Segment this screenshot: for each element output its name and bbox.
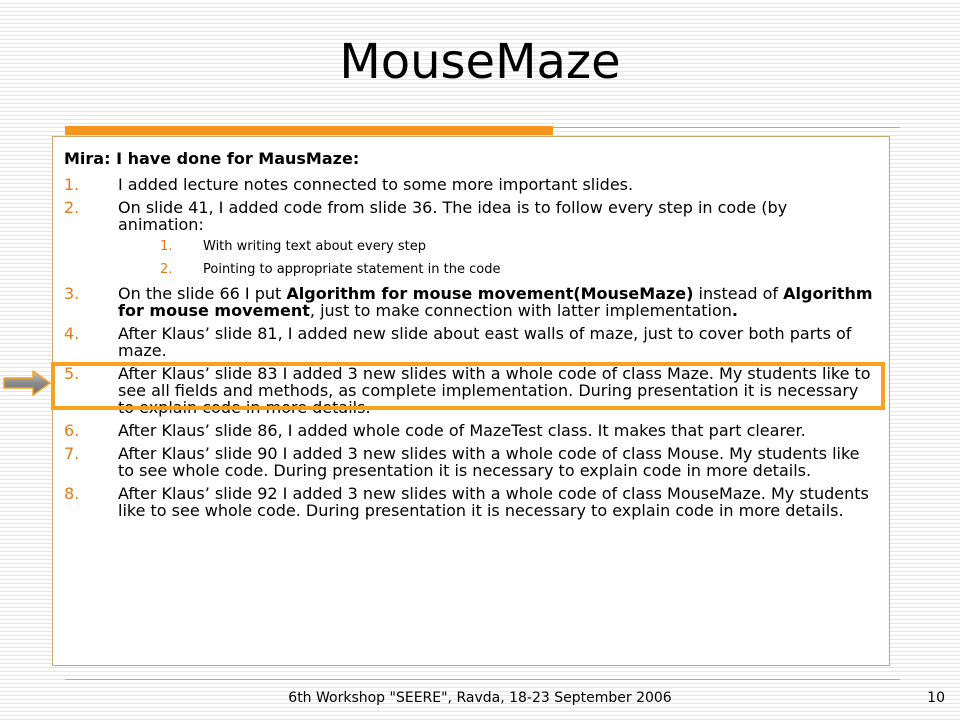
list-item	[64, 365, 874, 416]
list-number: 7.	[64, 444, 80, 463]
list-item-text-part: instead of	[693, 284, 784, 303]
sub-list-number: 2.	[160, 262, 173, 277]
list-number: 3.	[64, 284, 80, 303]
list-item	[64, 285, 874, 319]
list-item	[64, 485, 874, 519]
list-item-text: After Klaus’ slide 90 I added 3 new slides with a whole code of class Mouse. My students like to see whole code. During presentation it is necessary to explain code in more details.	[118, 444, 860, 480]
list-item-text: After Klaus’ slide 86, I added whole code of MazeTest class. It makes that part clearer.	[118, 421, 806, 440]
right-arrow-icon	[3, 370, 51, 396]
list-item-text: After Klaus’ slide 83 I added 3 new slides with a whole code of class Maze. My students like to see all fields and methods, as complete implementation. During presentation it is necessary to explain code in more details.	[118, 364, 871, 417]
sub-list-item-text: Pointing to appropriate statement in the code	[203, 262, 501, 277]
content-heading: Mira: I have done for MausMaze:	[64, 149, 360, 168]
sub-list-number: 1.	[160, 239, 173, 254]
list-number: 1.	[64, 175, 80, 194]
list-item-text-part: , just to make connection with latter implementation	[309, 301, 732, 320]
list-number: 8.	[64, 484, 80, 503]
list-item-text	[118, 284, 873, 320]
list-item-text: I added lecture notes connected to some more important slides.	[118, 175, 634, 194]
list-item-text: After Klaus’ slide 81, I added new slide about east walls of maze, just to cover both parts of maze.	[118, 324, 852, 360]
page-number: 10	[927, 690, 945, 706]
list-number: 5.	[64, 364, 80, 383]
title-accent-bar	[65, 126, 553, 135]
sub-list-item	[64, 239, 874, 254]
list-item-text: On slide 41, I added code from slide 36. The idea is to follow every step in code (by animation:	[118, 198, 788, 234]
list-item-highlighted	[64, 325, 874, 359]
list-number: 6.	[64, 421, 80, 440]
sub-list-item-text: With writing text about every step	[203, 239, 426, 254]
sub-list-item	[64, 262, 874, 277]
footer-divider-line	[65, 679, 900, 680]
list-item	[64, 422, 874, 439]
slide-content	[64, 150, 874, 525]
algorithm-name-bold: Algorithm for mouse movement	[118, 284, 873, 320]
list-item-text: After Klaus’ slide 92 I added 3 new slides with a whole code of class MouseMaze. My students like to see whole code. During presentation it is necessary to explain code in more details.	[118, 484, 869, 520]
list-item	[64, 445, 874, 479]
list-number: 4.	[64, 324, 80, 343]
slide-title: MouseMaze	[339, 34, 621, 90]
period-bold: .	[731, 301, 738, 320]
slide-footer: 6th Workshop "SEERE", Ravda, 18-23 September 2006	[288, 690, 672, 706]
algorithm-name-bold: Algorithm for mouse movement(MouseMaze)	[286, 284, 694, 303]
list-number: 2.	[64, 198, 80, 217]
list-item	[64, 199, 874, 233]
title-divider-line	[553, 127, 900, 128]
list-item-text-part: On the slide 66 I put	[118, 284, 287, 303]
list-item	[64, 176, 874, 193]
